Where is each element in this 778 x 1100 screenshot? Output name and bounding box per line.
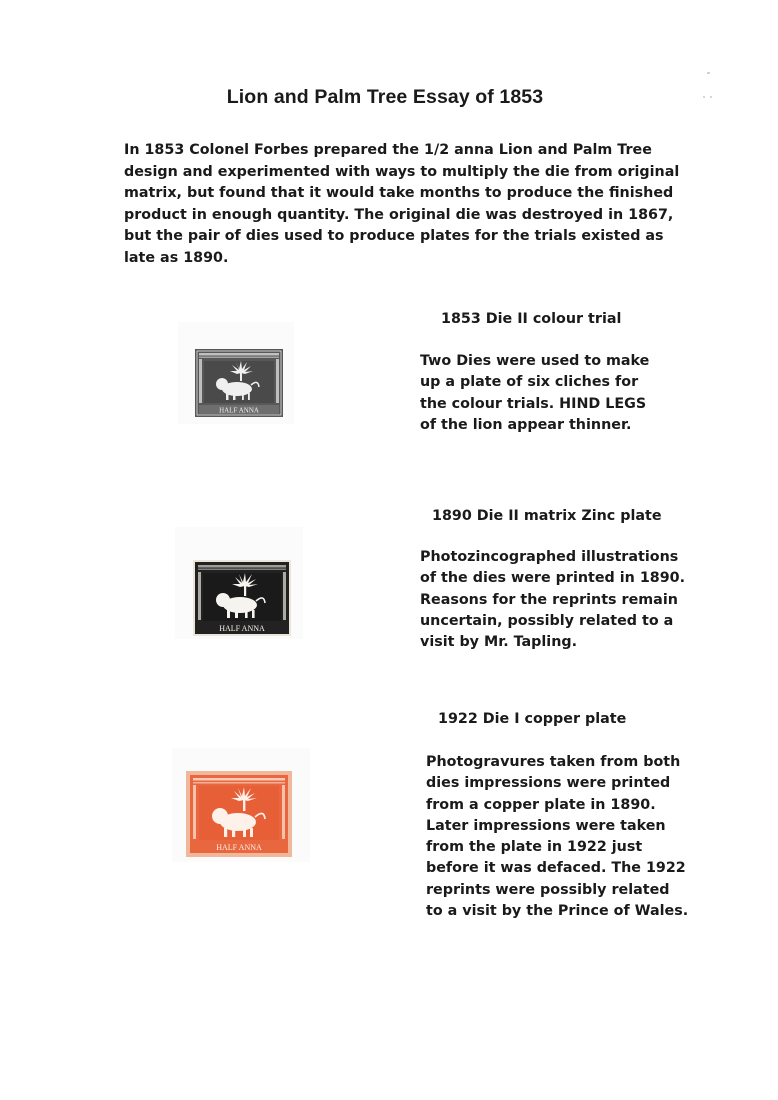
stamp-inscription: HALF ANNA	[219, 406, 259, 415]
section-body-line: the colour trials. HIND LEGS	[420, 395, 647, 412]
section-body-line: to a visit by the Prince of Wales.	[426, 903, 689, 920]
section-body	[426, 752, 688, 922]
paper-speck	[710, 96, 712, 98]
section-body	[420, 547, 685, 653]
paper-speck	[707, 72, 710, 74]
page-title: Lion and Palm Tree Essay of 1853	[226, 86, 544, 108]
section-body-line: from a copper plate in 1890.	[426, 796, 656, 813]
section-body-line: Photogravures taken from both	[426, 754, 681, 770]
stamp-1922-die-i-copper-plate	[186, 771, 292, 857]
stamp-inscription: HALF ANNA	[216, 843, 262, 852]
section-body	[420, 351, 649, 436]
section-body-line: Two Dies were used to make	[420, 353, 650, 369]
section-body-line: before it was defaced. The 1922	[426, 860, 686, 877]
section-body-line: dies impressions were printed	[426, 775, 671, 792]
paper-speck	[703, 96, 705, 98]
section-body-line: reprints were possibly related	[426, 881, 670, 898]
stamp-1890-die-ii-zinc-plate	[193, 560, 291, 636]
intro-line: matrix, but found that it would take months to produce the finished	[124, 185, 674, 201]
section-heading: 1922 Die I copper plate	[438, 711, 627, 727]
intro-line: design and experimented with ways to multiply the die from original	[124, 163, 680, 180]
section-body-line: from the plate in 1922 just	[426, 839, 643, 856]
section-body-line: Reasons for the reprints remain	[420, 591, 678, 608]
section-heading: 1853 Die II colour trial	[441, 311, 622, 327]
intro-line: In 1853 Colonel Forbes prepared the 1/2 anna Lion and Palm Tree	[124, 142, 652, 158]
section-body-line: uncertain, possibly related to a	[420, 612, 674, 629]
stamp-1853-die-ii-colour-trial	[195, 349, 283, 417]
section-body-line: Later impressions were taken	[426, 817, 666, 834]
section-heading: 1890 Die II matrix Zinc plate	[432, 508, 662, 524]
section-body-line: up a plate of six cliches for	[420, 374, 639, 391]
section-body-line: Photozincographed illustrations	[420, 549, 679, 565]
intro-paragraph	[124, 140, 692, 269]
intro-line: late as 1890.	[124, 249, 229, 266]
intro-line: but the pair of dies used to produce plates for the trials existed as	[124, 228, 664, 244]
intro-line: product in enough quantity. The original die was destroyed in 1867,	[124, 206, 674, 223]
section-body-line: visit by Mr. Tapling.	[420, 634, 578, 651]
section-body-line: of the dies were printed in 1890.	[420, 570, 686, 587]
stamp-inscription: HALF ANNA	[219, 624, 265, 633]
section-body-line: of the lion appear thinner.	[420, 416, 632, 433]
